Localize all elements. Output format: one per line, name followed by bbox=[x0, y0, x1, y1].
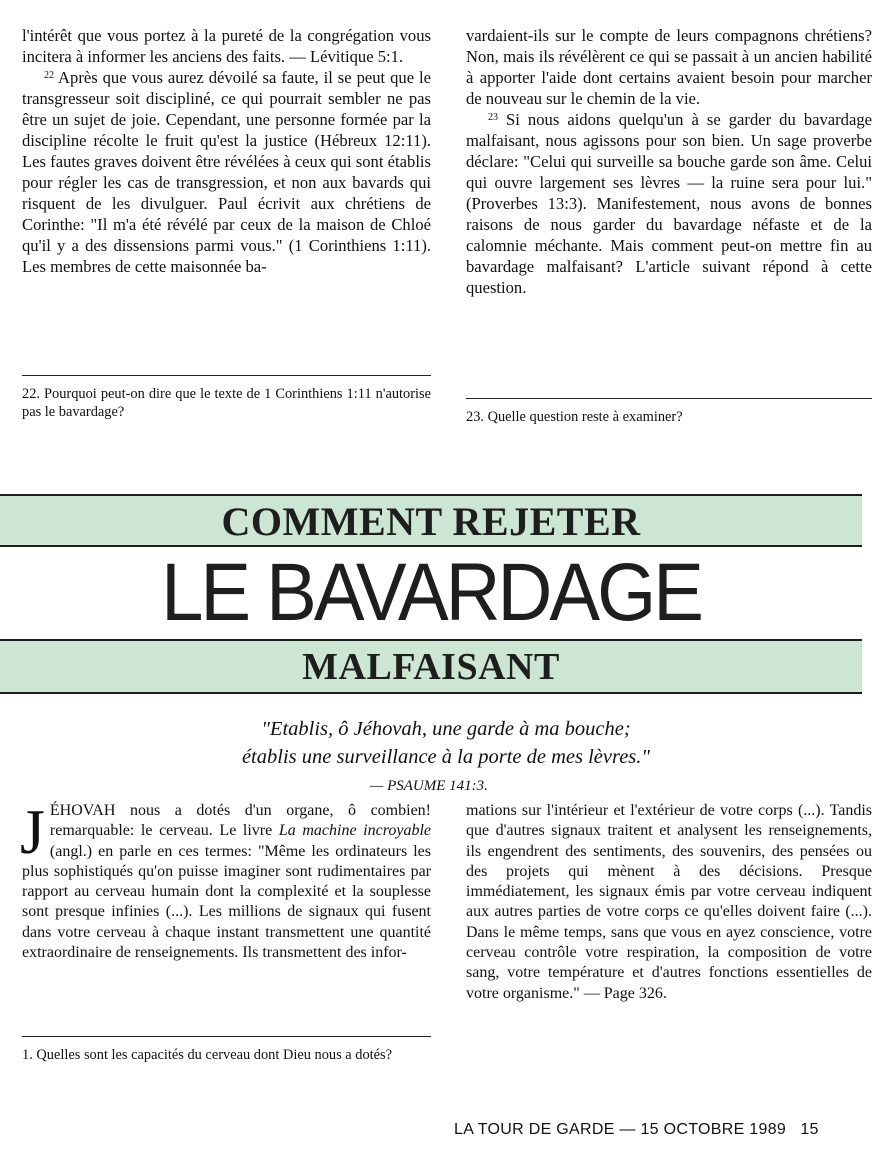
banner-rule bbox=[0, 692, 862, 694]
title-line-2: LE BAVARDAGE bbox=[161, 546, 701, 639]
paragraph: mations sur l'intérieur et l'extérieur de votre corps (...). Tandis que d'autres signaux traitent et analysent les renseignements, ils engendrent des sentiments, des souvenirs, des pensées ou des projets qui mènent à des décisions. Presque immédiatement, les signaux émis par votre cerveau indiquent aux autres parties de votre corps ce qu'elles doivent faire (...). Dans le même temps, sans que vous en ayez conscience, votre cerveau contrôle votre respiration, la composition de votre sang, votre température et d'autres fonctions essentielles de votre organisme." — Page 326. bbox=[466, 802, 872, 1002]
paragraph-text: Si nous aidons quelqu'un à se garder du bavardage malfaisant, nous agissons pour son bien. Un sage proverbe déclare: "Celui qui surveille sa bouche garde son âme. Celui qui ouvre largement ses lèvres — la ruine sera pour lui." (Proverbes 13:3). Manifestement, nous avons de bonnes raisons de nous garder du bavardage néfaste et de la calomnie méchante. Mais comment peut-on mettre fin au bavardage malfaisant? L'article suivant répond à cette question. bbox=[466, 110, 872, 297]
paragraph: vardaient-ils sur le compte de leurs compagnons chrétiens? Non, mais ils révélèrent ce qui se passait à un ancien habilité à apporter l'aide dont certains avaient besoin pour marcher de nouveau sur le chemin de la vie. bbox=[466, 26, 872, 108]
bottom-left-column bbox=[20, 796, 431, 963]
question-divider bbox=[22, 1036, 431, 1037]
study-question-23: 23. Quelle question reste à examiner? bbox=[466, 409, 683, 425]
question-divider bbox=[22, 375, 431, 376]
paragraph-number: 23 bbox=[488, 112, 498, 123]
paragraph-23 bbox=[466, 109, 872, 298]
top-left-column bbox=[22, 25, 431, 277]
study-question-1: 1. Quelles sont les capacités du cerveau dont Dieu nous a dotés? bbox=[22, 1047, 393, 1063]
page-number: 15 bbox=[800, 1121, 819, 1138]
paragraph-text: (angl.) en parle en ces termes: "Même les ordinateurs les plus sophistiqués qu'on puisse imaginer sont rudimentaires par rapport au cerveau humain dont la complexité et la souplesse sont presque infinies (...). Les millions de signaux qui fusent dans votre cerveau à chaque instant transmettent une quantité extraordinaire de renseignements. Ils transmettent des infor- bbox=[22, 842, 431, 962]
paragraph: l'intérêt que vous portez à la pureté de la congrégation vous incitera à informer les anciens des faits. — Lévitique 5:1. bbox=[22, 26, 431, 66]
paragraph-number: 22 bbox=[44, 70, 54, 81]
paragraph-text: Après que vous aurez dévoilé sa faute, il se peut que le transgresseur soit discipliné, ce qui pourrait sembler ne pas être un sujet de joie. Cependant, une personne formée par la discipline récolte le fruit qu'est la justice (Hébreux 12:11). Les fautes graves doivent être révélées à ceux qui sont établis pour régler les cas de transgression, et non aux bavards qui risquent de les divulguer. Paul écrivit aux chrétiens de Corinthe: "Il m'a été révélé par ceux de la maison de Chloé qu'il y a des dissensions parmi vous." (1 Corinthiens 1:11). Les membres de cette maisonnée ba- bbox=[22, 68, 431, 276]
banner-rule bbox=[0, 494, 862, 496]
magazine-issue: LA TOUR DE GARDE — 15 OCTOBRE 1989 bbox=[454, 1121, 787, 1138]
question-divider bbox=[466, 398, 872, 399]
drop-cap: J bbox=[20, 796, 45, 867]
bottom-right-column bbox=[466, 801, 872, 1004]
title-line-1: COMMENT REJETER bbox=[221, 499, 641, 544]
top-right-column bbox=[466, 25, 872, 298]
epigraph-line-2: établis une surveillance à la porte de mes lèvres." bbox=[241, 746, 651, 768]
book-title: La machine incroyable bbox=[278, 822, 431, 840]
title-line-3: MALFAISANT bbox=[302, 646, 560, 688]
page-footer bbox=[454, 1120, 819, 1140]
epigraph-line-1: "Etablis, ô Jéhovah, une garde à ma bouche; bbox=[261, 718, 631, 740]
study-question-22: 22. Pourquoi peut-on dire que le texte de 1 Corinthiens 1:11 n'autorise pas le bavardage? bbox=[22, 386, 431, 420]
paragraph-text: ÉHOVAH nous a dotés d'un organe, ô combien! remarquable: le cerveau. Le livre bbox=[49, 802, 431, 840]
paragraph-1 bbox=[20, 796, 431, 963]
epigraph-citation: — PSAUME 141:3. bbox=[370, 778, 488, 794]
paragraph-22 bbox=[22, 67, 431, 277]
